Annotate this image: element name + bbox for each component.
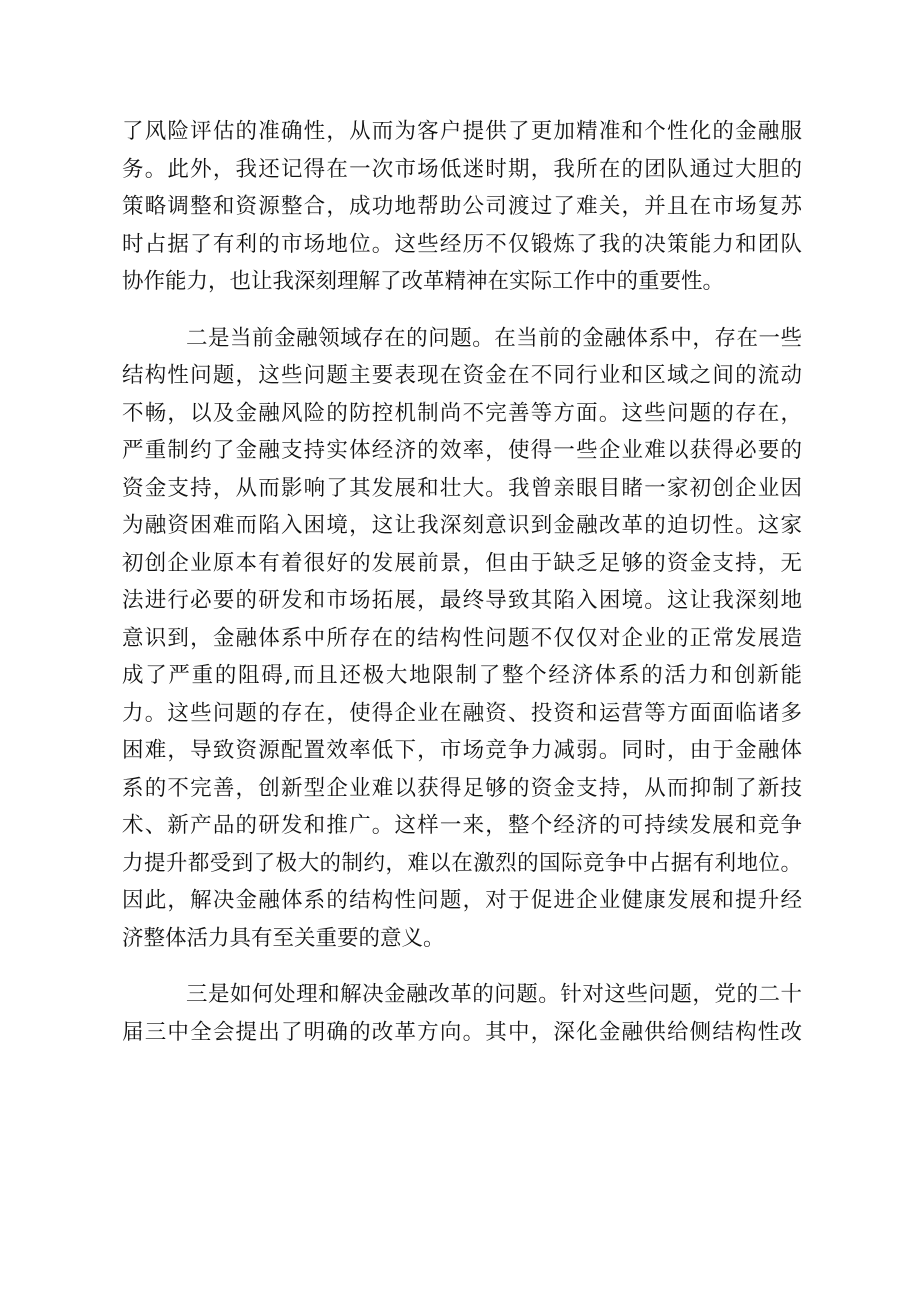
paragraph-1 xyxy=(122,113,802,301)
text-line: 力提升都受到了极大的制约，难以在激烈的国际竞争中占据有利地位。 xyxy=(122,850,802,876)
text-line: 术、新产品的研发和推广。这样一来，整个经济的可持续发展和竞争 xyxy=(122,813,802,838)
text-line: 法进行必要的研发和市场拓展，最终导致其陷入困境。这让我深刻地 xyxy=(122,588,802,613)
text-line: 了风险评估的准确性，从而为客户提供了更加精准和个性化的金融服 xyxy=(122,119,802,144)
text-line: 困难，导致资源配置效率低下，市场竞争力减弱。同时，由于金融体 xyxy=(122,738,802,763)
text-line: 务。此外，我还记得在一次市场低迷时期，我所在的团队通过大胆的 xyxy=(122,156,802,182)
text-line: 协作能力，也让我深刻理解了改革精神在实际工作中的重要性。 xyxy=(122,269,725,294)
text-line: 因此，解决金融体系的结构性问题，对于促进企业健康发展和提升经 xyxy=(122,888,802,913)
document-body xyxy=(122,113,802,1051)
text-line: 三是如何处理和解决金融改革的问题。针对这些问题，党的二十 xyxy=(186,982,802,1007)
text-line: 二是当前金融领域存在的问题。在当前的金融体系中，存在一些 xyxy=(186,325,802,351)
text-line: 策略调整和资源整合，成功地帮助公司渡过了难关，并且在市场复苏 xyxy=(122,194,802,219)
paragraph-spacer xyxy=(122,957,802,976)
text-line: 届三中全会提出了明确的改革方向。其中，深化金融供给侧结构性改 xyxy=(122,1019,802,1045)
text-line: 资金支持，从而影响了其发展和壮大。我曾亲眼目睹一家初创企业因 xyxy=(122,475,802,501)
text-line: 时占据了有利的市场地位。这些经历不仅锻炼了我的决策能力和团队 xyxy=(122,231,802,257)
text-line: 系的不完善，创新型企业难以获得足够的资金支持，从而抑制了新技 xyxy=(122,775,802,801)
text-line: 力。这些问题的存在，使得企业在融资、投资和运营等方面面临诸多 xyxy=(122,700,802,726)
text-line: 成了严重的阻碍,而且还极大地限制了整个经济体系的活力和创新能 xyxy=(122,663,802,688)
text-line: 结构性问题，这些问题主要表现在资金在不同行业和区域之间的流动 xyxy=(122,363,802,388)
text-line: 严重制约了金融支持实体经济的效率，使得一些企业难以获得必要的 xyxy=(122,438,802,463)
paragraph-2 xyxy=(122,320,802,958)
text-line: 意识到，金融体系中所存在的结构性问题不仅仅对企业的正常发展造 xyxy=(122,625,802,651)
paragraph-spacer xyxy=(122,301,802,320)
text-line: 济整体活力具有至关重要的意义。 xyxy=(122,925,445,951)
text-line: 初创企业原本有着很好的发展前景，但由于缺乏足够的资金支持，无 xyxy=(122,550,802,576)
text-line: 为融资困难而陷入困境，这让我深刻意识到金融改革的迫切性。这家 xyxy=(122,513,802,538)
text-line: 不畅，以及金融风险的防控机制尚不完善等方面。这些问题的存在， xyxy=(122,400,802,426)
paragraph-3 xyxy=(122,976,802,1051)
